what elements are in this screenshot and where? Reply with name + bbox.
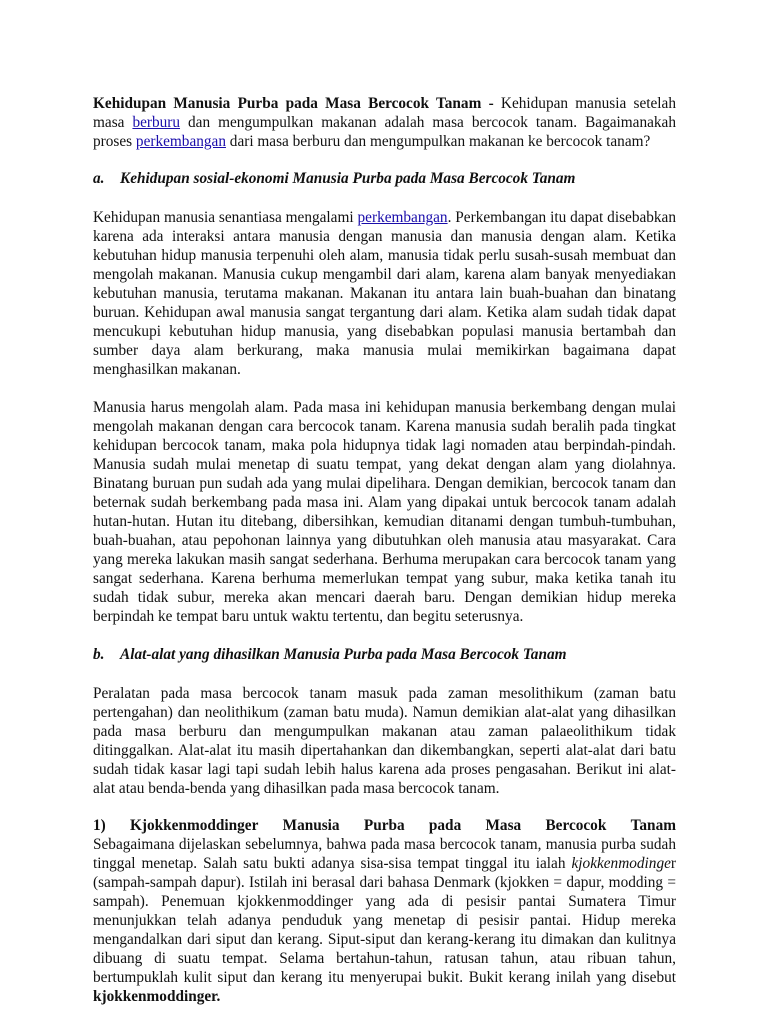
item-1-text-pre: Sebagaimana dijelaskan sebelumnya, bahwa pada masa bercocok tanam, manusia purba sudah tinggal menetap. Salah satu bukti adanya sisa-sisa tempat tinggal itu ialah — [93, 836, 676, 872]
section-b-heading — [93, 645, 676, 664]
section-a-paragraph-2: Manusia harus mengolah alam. Pada masa ini kehidupan manusia berkembang dengan mulai mengolah makanan dengan cara bercocok tanam. Karena manusia sudah beralih pada tingkat kehidupan bercocok tanam, maka pola hidupnya tidak lagi nomaden atau berpindah-pindah. Manusia sudah mulai menetap di suatu tempat, yang dekat dengan alam yang diolahnya. Binatang buruan pun sudah ada yang mulai dipelihara. Dengan demikian, bercocok tanam dan beternak sudah berkembang pada masa ini. Alam yang dipakai untuk bercocok tanam adalah hutan-hutan. Hutan itu ditebang, dibersihkan, kemudian ditanami dengan tumbuh-tumbuhan, buah-buahan, atau pepohonan lainnya yang dibutuhkan oleh manusia atau masyarakat. Cara yang mereka lakukan masih sangat sederhana. Berhuma merupakan cara bercocok tanam yang sangat sederhana. Karena berhuma memerlukan tempat yang subur, maka ketika tanah itu sudah tidak subur, mereka akan mencari daerah baru. Dengan demikian hidup mereka berpindah ke tempat baru untuk waktu tertentu, dan begitu seterusnya. — [93, 399, 676, 625]
item-1-heading-word: Bercocok — [545, 817, 607, 834]
intro-text-3: dari masa berburu dan mengumpulkan makanan ke bercocok tanam? — [225, 133, 651, 150]
item-1-heading-word: Manusia — [282, 817, 340, 834]
section-a-p1-post: . Perkembangan itu dapat disebabkan karena ada interaksi antara manusia dengan manusia dan manusia dengan alam. Ketika kebutuhan hidup manusia terpenuhi oleh alam, manusia tidak perlu susah-susah membuat dan mengolah makanan. Manusia cukup mengambil dari alam, karena alam banyak menyediakan kebutuhan manusia, terutama makanan. Makanan itu antara lain buah-buahan dan binatang buruan. Kehidupan awal manusia sangat tergantung dari alam. Ketika alam sudah tidak dapat mencukupi kebutuhan hidup manusia, yang disebabkan populasi manusia bertambah dan sumber daya alam berkurang, maka manusia mulai memikirkan bagaimana dapat menghasilkan makanan. — [93, 209, 676, 378]
section-a-marker: a. — [93, 170, 105, 187]
link-perkembangan[interactable]: perkembangan — [357, 209, 448, 226]
document-body — [93, 94, 676, 1006]
intro-paragraph — [93, 94, 676, 151]
item-1-text-mid: r (sampah-sampah dapur). Istilah ini berasal dari bahasa Denmark (kjokken = dapur, modding = sampah). Penemuan kjokkenmoddinger yang ada di pesisir pantai Sumatera Timur menunjukkan telah adanya penduduk yang menetap di pesisir pantai. Hidup mereka mengandalkan dari siput dan kerang. Siput-siput dan kerang-kerang itu dimakan dan kulitnya dibuang di suatu tempat. Selama bertahun-tahun, ratusan tahun, atau ribuan tahun, bertumpuklah kulit siput dan kerang itu menyerupai bukit. Bukit kerang inilah yang disebut — [93, 855, 676, 986]
section-b-paragraph-1: Peralatan pada masa bercocok tanam masuk pada zaman mesolithikum (zaman batu pertengahan) dan neolithikum (zaman batu muda). Namun demikian alat-alat yang dihasilkan pada masa berburu dan mengumpulkan makanan atau zaman palaeolithikum tidak ditinggalkan. Alat-alat itu masih dipertahankan dan dikembangkan, seperti alat-alat dari batu sudah tidak kasar lagi tapi sudah lebih halus karena ada proses pengasahan. Berikut ini alat-alat atau benda-benda yang dihasilkan pada masa bercocok tanam. — [93, 685, 676, 797]
link-berburu[interactable]: berburu — [132, 114, 181, 131]
item-1-paragraph — [93, 835, 676, 1006]
item-1-heading-word: Purba — [363, 817, 405, 834]
item-1-heading-word: 1) — [93, 817, 106, 834]
item-1-heading-word: Kjokkenmoddinger — [130, 817, 259, 834]
section-a-paragraph-1 — [93, 208, 676, 379]
item-1-heading-word: pada — [428, 817, 462, 834]
section-b-marker: b. — [93, 646, 105, 663]
intro-title: Kehidupan Manusia Purba pada Masa Bercocok Tanam - — [93, 95, 494, 112]
item-1-heading-word: Tanam — [630, 817, 676, 834]
intro-text-2: dan mengumpulkan makanan adalah masa bercocok tanam. Bagaimanakah proses — [93, 114, 676, 150]
section-a-heading — [93, 169, 676, 188]
item-1-heading — [93, 816, 676, 835]
section-a-title: Kehidupan sosial-ekonomi Manusia Purba pada Masa Bercocok Tanam — [120, 170, 576, 187]
item-1-heading-word: Masa — [485, 817, 522, 834]
intro-text-1: Kehidupan manusia setelah masa — [93, 95, 676, 131]
section-b-title: Alat-alat yang dihasilkan Manusia Purba pada Masa Bercocok Tanam — [120, 646, 567, 663]
item-1-term-italic: kjokkenmodinge — [571, 855, 671, 872]
section-a-p1-pre: Kehidupan manusia senantiasa mengalami — [93, 209, 358, 226]
link-perkembangan-intro[interactable]: perkembangan — [135, 133, 226, 150]
item-1-term-bold: kjokkenmoddinger. — [93, 988, 221, 1005]
